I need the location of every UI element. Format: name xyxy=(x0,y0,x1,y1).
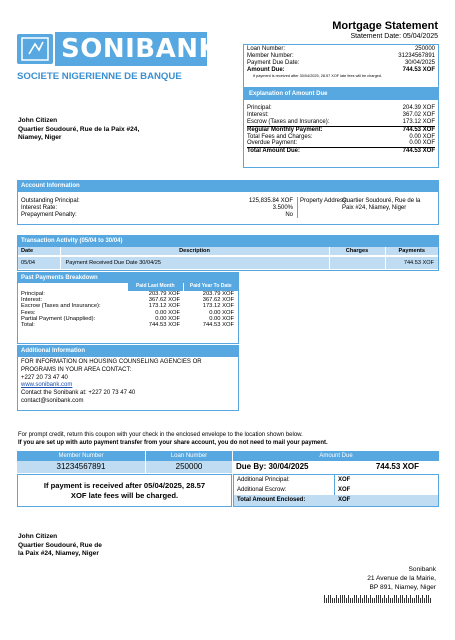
coupon-col-amount: Amount Due xyxy=(233,451,439,461)
barcode-bar xyxy=(424,598,425,603)
coupon-amount-value: 744.53 XOF xyxy=(375,462,419,471)
past-payments-row xyxy=(18,322,238,328)
summary-value: 744.53 XOF xyxy=(402,66,435,73)
explanation-row xyxy=(247,119,435,127)
barcode-bar xyxy=(338,598,339,603)
counseling-text: FOR INFORMATION ON HOUSING COUNSELING AGENCIES OR PROGRAMS IN YOUR AREA CONTACT: xyxy=(21,359,202,373)
barcode-bar xyxy=(344,595,345,603)
coupon-extra-label: Additional Principal: xyxy=(237,477,290,483)
barcode-bar xyxy=(390,598,391,603)
coupon-instruction: For prompt credit, return this coupon with your check in the enclosed envelope to the location shown below. xyxy=(18,432,303,438)
barcode-bar xyxy=(332,598,333,603)
past-payments-label: Fees: xyxy=(21,309,36,316)
account-label: Outstanding Principal: xyxy=(21,198,80,204)
barcode-bar xyxy=(326,598,327,603)
past-payments-table xyxy=(18,283,238,329)
explanation-row xyxy=(247,127,435,134)
barcode-bar xyxy=(412,598,413,603)
barcode-bar xyxy=(402,595,403,603)
coupon-extra-row xyxy=(234,495,438,506)
past-payments-label: Principal: xyxy=(21,290,45,297)
coupon-extra-value: XOF xyxy=(338,487,351,493)
payment-coupon xyxy=(17,451,439,509)
summary-label: Loan Number: xyxy=(247,46,286,52)
account-label: Prepayment Penalty: xyxy=(21,211,77,218)
barcode-bar xyxy=(376,595,377,603)
barcode-bar xyxy=(380,595,381,603)
transaction-description: Payment Received Due Date 30/04/25 xyxy=(60,256,329,269)
account-left xyxy=(21,198,293,219)
barcode-bar xyxy=(408,598,409,603)
past-payments-month: 0.00 XOF xyxy=(155,316,180,322)
barcode-bar xyxy=(426,595,427,603)
account-info-box xyxy=(17,180,439,225)
explanation-value: 367.02 XOF xyxy=(402,111,435,118)
logo-wordmark xyxy=(55,32,220,66)
barcode-bar xyxy=(406,595,407,603)
barcode-bar xyxy=(328,595,329,603)
explanation-row xyxy=(247,112,435,119)
col-date: Date xyxy=(18,247,60,256)
postal-barcode xyxy=(324,595,436,603)
property-address-line: Paix #24, Niamey, Niger xyxy=(342,204,407,211)
bank-address-line: 21 Avenue de la Mairie, xyxy=(367,574,436,582)
mailing-address-line: Quartier Soudouré, Rue de xyxy=(18,541,102,549)
summary-row xyxy=(247,60,435,67)
explanation-label: Total Fees and Charges: xyxy=(247,133,313,140)
explanation-box xyxy=(243,88,439,168)
bank-logo xyxy=(17,32,220,84)
account-row xyxy=(21,198,293,205)
bank-address xyxy=(367,566,436,593)
explanation-label: Overdue Payment: xyxy=(247,140,298,147)
past-payments-year: 367.62 XOF xyxy=(202,296,234,303)
logo-mark-icon xyxy=(17,34,53,64)
barcode-bar xyxy=(404,598,405,603)
coupon-extra-row xyxy=(234,485,438,495)
summary-value: 31234567891 xyxy=(398,52,435,59)
logo-name: SONIBANK xyxy=(61,34,220,64)
past-payments-label: Partial Payment (Unapplied): xyxy=(21,316,96,322)
past-payments-header: Past Payments Breakdown xyxy=(18,273,238,283)
account-value: 125,835.84 XOF xyxy=(248,198,293,204)
past-payments-month: 367.62 XOF xyxy=(148,296,180,303)
explanation-label: Principal: xyxy=(247,105,272,111)
coupon-col-loan: Loan Number xyxy=(146,451,232,461)
col-charges: Charges xyxy=(329,247,385,256)
barcode-bar xyxy=(414,598,415,603)
explanation-row xyxy=(247,105,435,112)
barcode-bar xyxy=(346,598,347,603)
barcode-bar xyxy=(334,598,335,603)
account-divider xyxy=(297,197,298,218)
account-info-header: Account Information xyxy=(18,181,438,192)
barcode-bar xyxy=(398,598,399,603)
transactions-box xyxy=(17,235,439,271)
barcode-bar xyxy=(366,595,367,603)
past-payments-label: Escrow (Taxes and Insurance): xyxy=(21,303,101,310)
coupon-extra-divider xyxy=(334,475,335,495)
summary-label: Amount Due: xyxy=(247,66,285,73)
coupon-extra-label: Total Amount Enclosed: xyxy=(237,497,306,503)
barcode-bar xyxy=(386,598,387,603)
summary-row xyxy=(247,53,435,60)
mailing-address xyxy=(18,533,102,559)
coupon-extra-row xyxy=(234,475,438,485)
explanation-value: 0.00 XOF xyxy=(409,133,435,140)
explanation-row xyxy=(247,140,435,148)
col-description: Description xyxy=(60,247,329,256)
summary-row xyxy=(247,46,435,53)
barcode-bar xyxy=(324,595,325,603)
customer-address-line: Quartier Soudouré, Rue de la Paix #24, xyxy=(18,125,140,133)
explanation-label: Interest: xyxy=(247,111,269,118)
contact-line: Contact the Sonibank at: +227 20 73 47 40 xyxy=(21,390,136,397)
past-payments-year: 744.53 XOF xyxy=(202,322,234,329)
past-payments-year: 173.12 XOF xyxy=(202,303,234,310)
barcode-bar xyxy=(358,598,359,603)
property-address xyxy=(342,198,420,212)
barcode-bar xyxy=(388,595,389,603)
col-paid-year-to-date: Paid Year To Date xyxy=(183,283,238,291)
barcode-bar xyxy=(342,595,343,603)
transaction-date: 05/04 xyxy=(18,256,60,269)
account-label: Interest Rate: xyxy=(21,204,58,211)
customer-address xyxy=(18,117,139,143)
barcode-bar xyxy=(374,598,375,603)
summary-value: 250000 xyxy=(414,46,435,52)
barcode-bar xyxy=(354,595,355,603)
past-payments-box xyxy=(17,272,239,344)
additional-info-body xyxy=(18,357,238,408)
barcode-bar xyxy=(384,595,385,603)
barcode-bar xyxy=(396,595,397,603)
barcode-bar xyxy=(348,595,349,603)
past-payments-month: 744.53 XOF xyxy=(148,322,180,329)
barcode-bar xyxy=(420,598,421,603)
explanation-label: Regular Monthly Payment: xyxy=(247,126,323,133)
barcode-bar xyxy=(394,595,395,603)
past-payments-column-row xyxy=(18,283,238,291)
summary-value: 30/04/2025 xyxy=(404,59,435,66)
logo-tagline: SOCIETE NIGERIENNE DE BANQUE xyxy=(17,71,182,82)
explanation-row xyxy=(247,148,435,155)
barcode-bar xyxy=(352,598,353,603)
coupon-loan-value: 250000 xyxy=(146,461,232,473)
coupon-late-warning: If payment is received after 05/04/2025, 28.57 XOF late fees will be charged. xyxy=(17,474,232,507)
past-payments-year: 0.00 XOF xyxy=(209,316,234,322)
barcode-bar xyxy=(382,598,383,603)
customer-address-line: Niamey, Niger xyxy=(18,134,62,142)
additional-info-header: Additional Information xyxy=(18,346,238,357)
account-row xyxy=(21,205,293,212)
barcode-bar xyxy=(392,598,393,603)
bank-name: Sonibank xyxy=(408,566,436,573)
coupon-extra-value: XOF xyxy=(338,497,351,503)
barcode-bar xyxy=(336,595,337,603)
account-row xyxy=(21,212,293,219)
property-label: Property Address: xyxy=(300,198,348,204)
email-link[interactable]: contact@sonibank.com xyxy=(21,397,84,404)
auto-payment-note: If you are set up with auto payment transfer from your share account, you do not need to mail your payment. xyxy=(18,440,328,446)
col-payments: Payments xyxy=(398,247,425,254)
coupon-due-by: Due By: 30/04/2025 xyxy=(236,462,309,471)
explanation-value: 744.53 XOF xyxy=(402,148,435,155)
summary-box xyxy=(243,44,439,88)
explanation-header: Explanation of Amount Due xyxy=(244,89,438,100)
barcode-bar xyxy=(360,595,361,603)
barcode-bar xyxy=(372,598,373,603)
summary-label: Member Number: xyxy=(247,52,294,59)
transaction-payments: 744.53 XOF xyxy=(403,259,434,266)
transactions-row xyxy=(18,256,438,269)
explanation-value: 0.00 XOF xyxy=(409,140,435,147)
past-payments-year: 203.79 XOF xyxy=(202,290,234,297)
barcode-bar xyxy=(378,595,379,603)
barcode-bar xyxy=(422,595,423,603)
barcode-bar xyxy=(356,595,357,603)
transactions-column-row xyxy=(18,247,438,256)
past-payments-month: 203.79 XOF xyxy=(148,290,180,297)
barcode-bar xyxy=(416,595,417,603)
past-payments-label: Interest: xyxy=(21,296,42,303)
barcode-bar xyxy=(364,595,365,603)
customer-name: John Citizen xyxy=(18,117,58,124)
barcode-icon xyxy=(324,595,436,603)
explanation-row xyxy=(247,134,435,141)
barcode-bar xyxy=(340,595,341,603)
counseling-phone: +227 20 73 47 40 xyxy=(21,374,68,381)
coupon-extra-value: XOF xyxy=(338,477,351,483)
barcode-bar xyxy=(330,595,331,603)
transactions-table xyxy=(18,247,438,269)
barcode-bar xyxy=(428,595,429,603)
transaction-charges xyxy=(329,256,385,269)
past-payments-month: 0.00 XOF xyxy=(155,309,180,316)
past-payments-label: Total: xyxy=(21,322,35,329)
past-payments-year: 0.00 XOF xyxy=(209,309,234,316)
transactions-header: Transaction Activity (05/04 to 30/04) xyxy=(18,236,438,247)
coupon-col-member: Member Number xyxy=(17,451,145,461)
account-value: No xyxy=(285,211,293,218)
summary-label: Payment Due Date: xyxy=(247,59,300,66)
barcode-bar xyxy=(410,595,411,603)
additional-info-box xyxy=(17,345,239,411)
summary-row xyxy=(247,67,435,74)
mailing-address-line: la Paix #24, Niamey, Niger xyxy=(18,550,99,558)
barcode-bar xyxy=(430,598,431,603)
coupon-extra-rows xyxy=(233,474,439,507)
explanation-value: 204.39 XOF xyxy=(402,105,435,111)
account-value: 3.500% xyxy=(272,204,293,211)
col-paid-last-month: Paid Last Month xyxy=(128,283,183,291)
coupon-extra-label: Additional Escrow: xyxy=(237,487,287,493)
statement-date: Statement Date: 05/04/2025 xyxy=(350,33,438,40)
bank-address-line: BP 891, Niamey, Niger xyxy=(369,583,436,591)
late-fee-note: If payment is received after 30/04/2025, 28.57 XOF late fees will be charged. xyxy=(253,73,382,78)
mailing-name: John Citizen xyxy=(18,533,58,540)
property-address-line: Quartier Soudouré, Rue de la xyxy=(342,198,421,204)
barcode-bar xyxy=(370,595,371,603)
past-payments-month: 173.12 XOF xyxy=(148,303,180,310)
barcode-bar xyxy=(350,598,351,603)
statement-title: Mortgage Statement xyxy=(332,20,438,32)
explanation-label: Total Amount Due: xyxy=(247,148,300,155)
barcode-bar xyxy=(418,595,419,603)
explanation-value: 744.53 XOF xyxy=(402,126,435,133)
explanation-rows xyxy=(244,100,438,155)
barcode-bar xyxy=(400,595,401,603)
coupon-member-value: 31234567891 xyxy=(17,461,145,473)
explanation-label: Escrow (Taxes and Insurance): xyxy=(247,118,330,125)
past-payments-blank-col xyxy=(18,283,128,291)
website-link[interactable]: www.sonibank.com xyxy=(21,382,73,389)
explanation-value: 173.12 XOF xyxy=(402,118,435,125)
barcode-bar xyxy=(368,598,369,603)
barcode-bar xyxy=(362,598,363,603)
